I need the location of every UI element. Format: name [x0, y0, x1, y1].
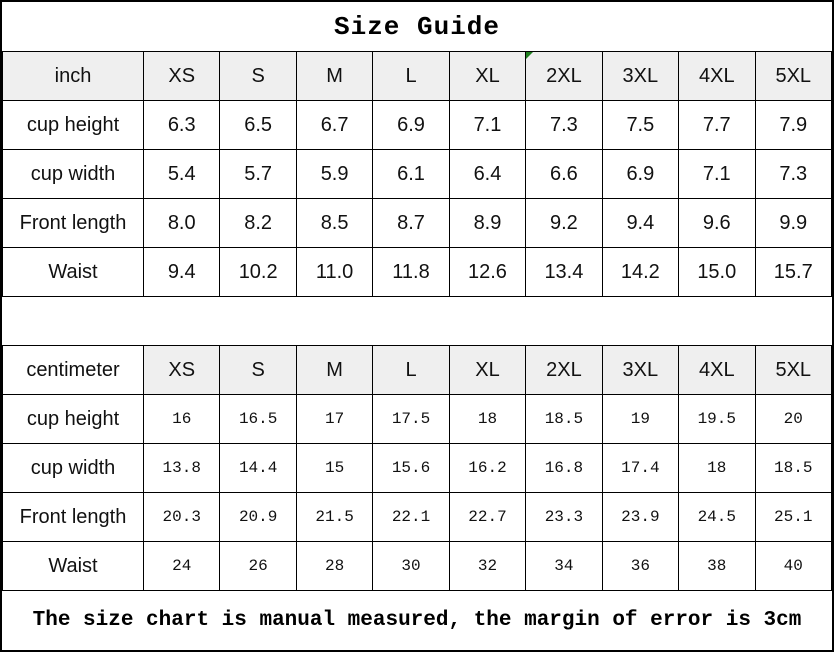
measurement-value: 36	[602, 542, 678, 591]
measurement-value: 18.5	[526, 395, 602, 444]
measurement-value: 7.1	[679, 150, 755, 199]
size-table-centimeter	[2, 345, 832, 591]
row-label: Front length	[3, 493, 144, 542]
measurement-value: 16	[144, 395, 220, 444]
measurement-row	[3, 444, 832, 493]
row-label: cup width	[3, 444, 144, 493]
size-column-header-XL	[449, 52, 525, 101]
measurement-value: 11.8	[373, 248, 449, 297]
unit-header-inch	[3, 52, 144, 101]
size-label: S	[251, 358, 265, 381]
measurement-value: 6.1	[373, 150, 449, 199]
size-label: XL	[475, 64, 500, 87]
measurement-value: 23.9	[602, 493, 678, 542]
measurement-row	[3, 248, 832, 297]
measurement-value: 6.9	[373, 101, 449, 150]
measurement-row	[3, 199, 832, 248]
measurement-value: 17	[296, 395, 372, 444]
measurement-value: 5.9	[296, 150, 372, 199]
size-column-header-4XL	[679, 346, 755, 395]
measurement-value: 19.5	[679, 395, 755, 444]
measurement-value: 7.5	[602, 101, 678, 150]
measurement-value: 9.4	[602, 199, 678, 248]
measurement-value: 22.1	[373, 493, 449, 542]
measurement-value: 6.5	[220, 101, 296, 150]
page-title: Size Guide	[333, 11, 501, 42]
size-table-inch	[2, 51, 832, 297]
measurement-value: 7.7	[679, 101, 755, 150]
measurement-row	[3, 101, 832, 150]
header-row	[3, 52, 832, 101]
measurement-value: 16.5	[220, 395, 296, 444]
measurement-row	[3, 395, 832, 444]
size-column-header-M	[296, 52, 372, 101]
measurement-value: 18.5	[755, 444, 832, 493]
unit-header-centimeter	[3, 346, 144, 395]
measurement-value: 8.2	[220, 199, 296, 248]
size-column-header-XS	[144, 346, 220, 395]
measurement-value: 24	[144, 542, 220, 591]
size-label: 4XL	[698, 358, 735, 381]
size-column-header-3XL	[602, 52, 678, 101]
size-label: 4XL	[698, 64, 735, 87]
measurement-value: 18	[449, 395, 525, 444]
measurement-value: 6.4	[449, 150, 525, 199]
measurement-value: 16.2	[449, 444, 525, 493]
measurement-value: 18	[679, 444, 755, 493]
measurement-value: 20.3	[144, 493, 220, 542]
size-label: 5XL	[775, 64, 812, 87]
size-column-header-2XL	[526, 346, 602, 395]
measurement-value: 40	[755, 542, 832, 591]
measurement-value: 9.6	[679, 199, 755, 248]
size-column-header-5XL	[755, 52, 832, 101]
size-label: 2XL	[546, 358, 582, 381]
measurement-value: 14.2	[602, 248, 678, 297]
table-spacer	[2, 297, 832, 345]
row-label: Waist	[3, 542, 144, 591]
measurement-value: 8.9	[449, 199, 525, 248]
measurement-value: 16.8	[526, 444, 602, 493]
row-label: cup height	[3, 101, 144, 150]
size-column-header-5XL	[755, 346, 832, 395]
size-column-header-M	[296, 346, 372, 395]
size-label: 3XL	[622, 64, 659, 87]
measurement-row	[3, 542, 832, 591]
row-label: Front length	[3, 199, 144, 248]
measurement-disclaimer: The size chart is manual measured, the margin of error is 3cm	[32, 609, 802, 632]
measurement-value: 12.6	[449, 248, 525, 297]
measurement-value: 9.4	[144, 248, 220, 297]
measurement-value: 17.4	[602, 444, 678, 493]
size-column-header-S	[220, 346, 296, 395]
measurement-value: 34	[526, 542, 602, 591]
measurement-value: 10.2	[220, 248, 296, 297]
measurement-value: 6.9	[602, 150, 678, 199]
measurement-value: 19	[602, 395, 678, 444]
size-column-header-S	[220, 52, 296, 101]
header-row	[3, 346, 832, 395]
measurement-value: 15.7	[755, 248, 832, 297]
size-label: M	[326, 358, 343, 381]
size-label: XS	[168, 64, 196, 87]
measurement-value: 23.3	[526, 493, 602, 542]
size-column-header-L	[373, 52, 449, 101]
measurement-value: 28	[296, 542, 372, 591]
size-column-header-L	[373, 346, 449, 395]
size-label: M	[326, 64, 343, 87]
unit-header-label: centimeter	[26, 358, 120, 381]
measurement-value: 8.0	[144, 199, 220, 248]
measurement-value: 7.3	[526, 101, 602, 150]
unit-header-label: inch	[54, 64, 92, 87]
measurement-value: 7.3	[755, 150, 832, 199]
measurement-value: 15.6	[373, 444, 449, 493]
measurement-value: 6.7	[296, 101, 372, 150]
size-label: XL	[475, 358, 500, 381]
size-label: 2XL	[546, 64, 582, 87]
size-label: XS	[168, 358, 196, 381]
measurement-value: 20	[755, 395, 832, 444]
measurement-value: 21.5	[296, 493, 372, 542]
size-label: 3XL	[622, 358, 659, 381]
measurement-value: 30	[373, 542, 449, 591]
size-label: L	[405, 358, 417, 381]
size-label: S	[251, 64, 265, 87]
green-corner-marker-icon	[526, 52, 533, 59]
measurement-value: 6.6	[526, 150, 602, 199]
size-column-header-3XL	[602, 346, 678, 395]
measurement-value: 15.0	[679, 248, 755, 297]
size-column-header-4XL	[679, 52, 755, 101]
measurement-value: 7.1	[449, 101, 525, 150]
size-column-header-2XL	[526, 52, 602, 101]
measurement-value: 13.8	[144, 444, 220, 493]
size-column-header-XS	[144, 52, 220, 101]
measurement-value: 13.4	[526, 248, 602, 297]
measurement-value: 9.9	[755, 199, 832, 248]
measurement-value: 25.1	[755, 493, 832, 542]
measurement-row	[3, 150, 832, 199]
measurement-value: 24.5	[679, 493, 755, 542]
measurement-value: 20.9	[220, 493, 296, 542]
measurement-value: 14.4	[220, 444, 296, 493]
measurement-value: 32	[449, 542, 525, 591]
measurement-value: 5.7	[220, 150, 296, 199]
size-label: L	[405, 64, 417, 87]
row-label: Waist	[3, 248, 144, 297]
measurement-value: 15	[296, 444, 372, 493]
measurement-value: 8.7	[373, 199, 449, 248]
measurement-value: 8.5	[296, 199, 372, 248]
measurement-value: 6.3	[144, 101, 220, 150]
measurement-value: 9.2	[526, 199, 602, 248]
measurement-value: 11.0	[296, 248, 372, 297]
measurement-value: 22.7	[449, 493, 525, 542]
size-label: 5XL	[775, 358, 812, 381]
size-column-header-XL	[449, 346, 525, 395]
measurement-value: 38	[679, 542, 755, 591]
measurement-value: 5.4	[144, 150, 220, 199]
measurement-row	[3, 493, 832, 542]
row-label: cup width	[3, 150, 144, 199]
measurement-value: 17.5	[373, 395, 449, 444]
measurement-value: 26	[220, 542, 296, 591]
row-label: cup height	[3, 395, 144, 444]
measurement-value: 7.9	[755, 101, 832, 150]
